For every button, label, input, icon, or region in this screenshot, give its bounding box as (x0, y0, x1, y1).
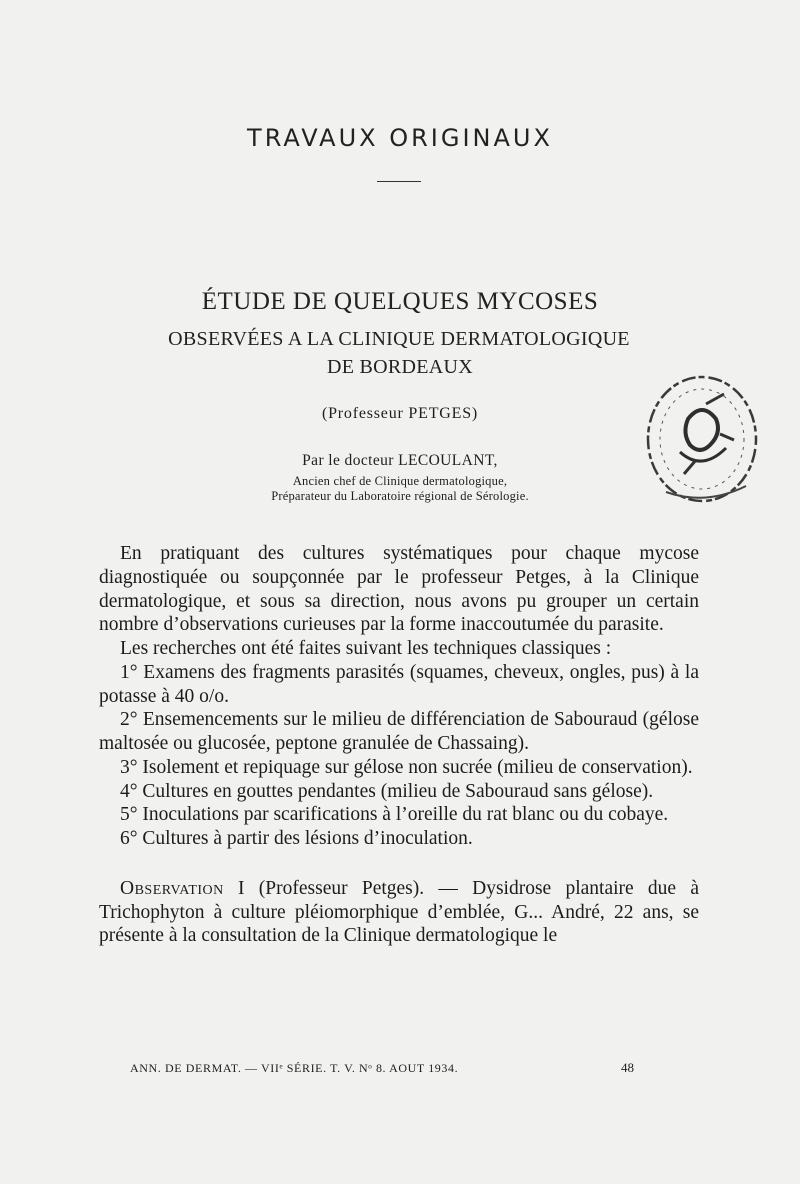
article-title-line-3: DE BORDEAUX (326, 356, 474, 378)
method-item-4: 4° Cultures en gouttes pendantes (milieu de Sabouraud sans gélose). (120, 780, 654, 802)
title-rule (377, 181, 421, 182)
page-number: 48 (621, 1060, 634, 1075)
paragraph-intro: En pratiquant des cultures systématiques pour chaque mycose diagnostiquée ou soupçonnée par le professeur Petges, à la Clinique dermatologique, et sous sa direction, nous avons pu grouper un certain nombre d’observations curieuses par la forme inaccoutumée du parasite. (99, 543, 699, 636)
method-item-1: 1° Examens des fragments parasités (squames, cheveux, ongles, pus) à la potasse à 40 o/o. (99, 661, 699, 707)
method-item-5: 5° Inoculations par scarifications à l’oreille du rat blanc ou du cobaye. (120, 804, 669, 826)
affiliation-line-2: Préparateur du Laboratoire régional de Sérologie. (271, 489, 529, 503)
article-title-line-2: OBSERVÉES A LA CLINIQUE DERMATOLOGIQUE (168, 328, 630, 350)
affiliation-line-1: Ancien chef de Clinique dermatologique, (292, 474, 508, 488)
observation-text: I (Professeur Petges). — Dysidrose plantaire due à Trichophyton à culture pléiomorphique d’emblée, G... André, 22 ans, se présente à la consultation de la Clinique dermatologique le (99, 877, 699, 947)
method-item-2: 2° Ensemencements sur le milieu de différenciation de Sabouraud (gélose maltosée ou glucosée, peptone granulée de Chassaing). (99, 709, 699, 754)
professor-credit: (Professeur PETGES) (321, 405, 479, 422)
library-stamp-icon (636, 364, 768, 514)
author-line: Par le docteur LECOULANT, (302, 452, 498, 469)
section-title: TRAVAUX ORIGINAUX (247, 124, 553, 152)
method-item-3: 3° Isolement et repiquage sur gélose non sucrée (milieu de conservation). (120, 756, 693, 778)
paragraph-methods-intro: Les recherches ont été faites suivant les techniques classiques : (120, 638, 612, 659)
article-title-line-1: ÉTUDE DE QUELQUES MYCOSES (201, 288, 599, 315)
footer-citation: ANN. DE DERMAT. — VIIᵉ SÉRIE. T. V. Nᵒ 8. AOUT 1934. (130, 1061, 459, 1075)
method-item-6: 6° Cultures à partir des lésions d’inoculation. (120, 828, 473, 849)
article-body (99, 542, 699, 948)
observation-label: Observation (120, 877, 224, 899)
observation-paragraph (99, 877, 699, 948)
